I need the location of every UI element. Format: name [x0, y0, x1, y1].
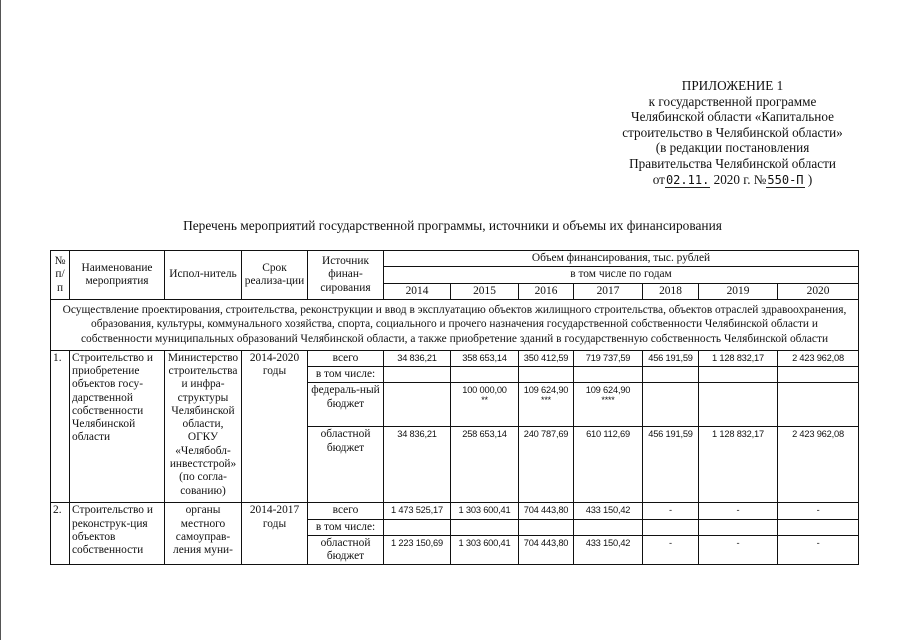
funding-value [451, 427, 519, 503]
funding-value [778, 427, 859, 503]
value-text: 1 303 600,41 [458, 505, 511, 516]
date-closing: ) [804, 171, 813, 187]
header-year: 2020 [778, 283, 859, 299]
funding-value [451, 350, 519, 366]
value-text: 358 653,14 [462, 352, 507, 363]
funding-value [778, 383, 859, 427]
funding-value [699, 503, 778, 519]
funding-value [643, 427, 699, 503]
header-volume: Объем финансирования, тыс. рублей [384, 251, 859, 267]
funding-source: в том числе: [308, 519, 384, 535]
header-executor: Испол-нитель [165, 251, 242, 300]
funding-value [384, 519, 451, 535]
funding-source: всего [308, 350, 384, 366]
funding-value [574, 383, 643, 427]
header-term: Срок реализа-ции [242, 251, 308, 300]
value-text: 704 443,80 [523, 505, 569, 516]
appendix-line: Правительства Челябинской области [629, 155, 836, 171]
funding-value [778, 535, 859, 565]
funding-value [519, 519, 574, 535]
footnote-mark: *** [541, 395, 551, 406]
funding-value [519, 383, 574, 427]
value-text: - [816, 537, 820, 548]
value-text: 433 150,42 [585, 537, 631, 548]
funding-value [699, 383, 778, 427]
header-year: 2015 [451, 283, 519, 299]
value-text: - [669, 505, 672, 516]
funding-value [451, 383, 519, 427]
value-text: - [736, 537, 740, 548]
funding-value [519, 503, 574, 519]
funding-value [699, 427, 778, 503]
value-text: 433 150,42 [585, 505, 631, 516]
header-source: Источник финан-сирования [308, 251, 384, 300]
value-text: 100 000,00 [462, 385, 507, 396]
appendix-line: строительство в Челябинской области» [622, 124, 843, 140]
funding-value [384, 366, 451, 382]
funding-value [778, 519, 859, 535]
funding-value [574, 503, 643, 519]
value-text: 258 653,14 [462, 429, 507, 440]
funding-value [643, 503, 699, 519]
funding-value [643, 366, 699, 382]
funding-value [643, 383, 699, 427]
funding-value [643, 519, 699, 535]
funding-value [699, 519, 778, 535]
value-text: 1 473 525,17 [391, 505, 443, 516]
header-year: 2014 [384, 283, 451, 299]
value-text: 456 191,59 [648, 429, 693, 440]
funding-value [574, 519, 643, 535]
document-title: Перечень мероприятий государственной программы, источники и объемы их финансирования [183, 218, 722, 233]
activity-name: Строительство и реконструк-ция объектов собственности [70, 503, 165, 565]
funding-value [574, 366, 643, 382]
row-number: 2. [51, 503, 70, 565]
value-text: 704 443,80 [523, 537, 569, 548]
value-text: 610 112,69 [586, 429, 630, 440]
header-year: 2019 [699, 283, 778, 299]
funding-value [451, 535, 519, 565]
value-text: 109 624,90 [585, 385, 631, 396]
date-prefix: от [652, 171, 665, 187]
funding-value [778, 350, 859, 366]
value-text: - [816, 505, 820, 516]
funding-value [384, 383, 451, 427]
funding-source: областной бюджет [308, 535, 384, 565]
funding-value [643, 350, 699, 366]
implementation-term: 2014-2020 годы [242, 350, 308, 503]
footnote-mark: ** [481, 395, 488, 406]
value-text: - [736, 505, 740, 516]
financing-table [50, 250, 859, 565]
funding-value [643, 535, 699, 565]
handwritten-date: 02.11. [665, 172, 710, 187]
value-text: 34 836,21 [397, 429, 437, 440]
scan-edge-line [0, 0, 1, 640]
appendix-line: к государственной программе [648, 93, 817, 109]
header-year: 2017 [574, 283, 643, 299]
value-text: 34 836,21 [397, 352, 437, 363]
funding-value [451, 503, 519, 519]
value-text: 2 423 962,08 [792, 429, 844, 440]
appendix-line: Челябинской области «Капитальное [631, 109, 834, 125]
funding-value [384, 427, 451, 503]
funding-value [699, 535, 778, 565]
header-name: Наименование мероприятия [70, 251, 165, 300]
table-row [51, 350, 859, 366]
value-text: 1 128 832,17 [712, 352, 764, 363]
funding-value [699, 350, 778, 366]
activity-name: Строительство и приобретение объектов госу-дарственной собственности Челябинской области [70, 350, 165, 503]
funding-value [384, 535, 451, 565]
row-number: 1. [51, 350, 70, 503]
value-text: 2 423 962,08 [792, 352, 844, 363]
funding-value [519, 535, 574, 565]
funding-value [519, 350, 574, 366]
funding-value [451, 366, 519, 382]
funding-value [574, 427, 643, 503]
appendix-line: ПРИЛОЖЕНИЕ 1 [681, 78, 784, 93]
funding-value [574, 350, 643, 366]
value-text: 1 303 600,41 [458, 537, 511, 548]
executor: органы местного самоуправ-ления муни- [165, 503, 242, 565]
funding-value [699, 366, 778, 382]
value-text: 1 223 150,69 [391, 537, 443, 548]
funding-source: областной бюджет [308, 427, 384, 503]
funding-value [451, 519, 519, 535]
funding-value [384, 350, 451, 366]
appendix-line: (в редакции постановления [655, 140, 810, 156]
funding-source: всего [308, 503, 384, 519]
funding-value [778, 366, 859, 382]
header-num: № п/п [51, 251, 70, 300]
section-heading: Осуществление проектирования, строительства, реконструкции и ввод в эксплуатацию объектов жилищного строительства, объектов отраслей здравоохранения, образования, культуры, коммунального хозяйства, спорта, социального и прочего назначения государственной собственности Челябинской области и собственности муниципальных образований Челябинской области, а также приобретение зданий в государственную собственность Челябинской области [51, 299, 859, 350]
footnote-mark: **** [601, 395, 615, 406]
value-text: - [669, 537, 672, 548]
header-year: 2016 [519, 283, 574, 299]
funding-value [574, 535, 643, 565]
executor: Министерство строительства и инфра-структуры Челябинской области, ОГКУ «Челябобл-инвестстрой» (по согла-сованию) [165, 350, 242, 503]
value-text: 109 624,90 [523, 385, 569, 396]
value-text: 350 412,59 [523, 352, 569, 363]
handwritten-number: 550-П [767, 172, 804, 187]
funding-value [519, 427, 574, 503]
funding-value [519, 366, 574, 382]
appendix-date-line [590, 172, 875, 189]
implementation-term: 2014-2017 годы [242, 503, 308, 565]
header-year: 2018 [643, 283, 699, 299]
value-text: 240 787,69 [523, 429, 569, 440]
table-row [51, 503, 859, 519]
funding-value [778, 503, 859, 519]
funding-source: в том числе: [308, 366, 384, 382]
value-text: 1 128 832,17 [712, 429, 764, 440]
value-text: 456 191,59 [648, 352, 693, 363]
date-suffix: 2020 г. № [710, 171, 767, 187]
value-text: 719 737,59 [585, 352, 631, 363]
funding-value [384, 503, 451, 519]
header-by-years: в том числе по годам [384, 267, 859, 283]
appendix-header [590, 78, 875, 188]
funding-source: федераль-ный бюджет [308, 383, 384, 427]
